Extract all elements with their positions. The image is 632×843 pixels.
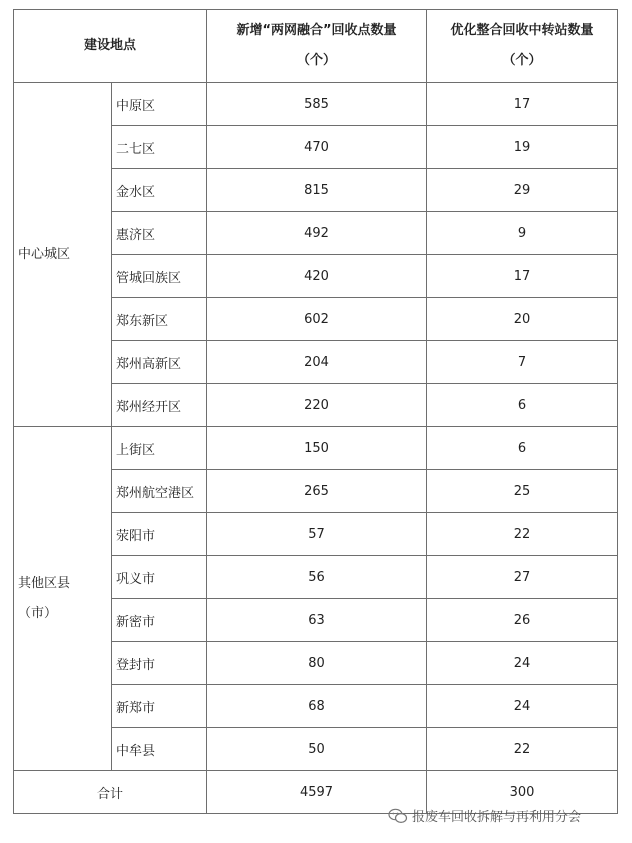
points-cell: 470: [207, 126, 427, 169]
region-cell: [14, 83, 112, 427]
header-stations: [427, 10, 618, 83]
district-cell: 惠济区: [112, 212, 207, 255]
stations-cell: 24: [427, 642, 618, 685]
watermark: [388, 806, 581, 825]
district-cell: 上街区: [112, 427, 207, 470]
region-cell: [14, 427, 112, 771]
stations-cell: 22: [427, 513, 618, 556]
points-cell: 56: [207, 556, 427, 599]
header-stations-line1: 优化整合回收中转站数量: [450, 23, 594, 38]
table-row: [14, 427, 618, 470]
region-name-suffix: （市）: [18, 605, 58, 621]
district-cell: 郑州航空港区: [112, 470, 207, 513]
district-cell: 金水区: [112, 169, 207, 212]
points-cell: 80: [207, 642, 427, 685]
points-cell: 63: [207, 599, 427, 642]
points-cell: 220: [207, 384, 427, 427]
total-points: 4597: [207, 771, 427, 814]
district-cell: 中牟县: [112, 728, 207, 771]
table-row: [14, 83, 618, 126]
stations-cell: 22: [427, 728, 618, 771]
points-cell: 150: [207, 427, 427, 470]
header-location: 建设地点: [14, 10, 207, 83]
district-cell: 管城回族区: [112, 255, 207, 298]
district-cell: 郑东新区: [112, 298, 207, 341]
region-name: 其他区县: [18, 575, 71, 591]
points-cell: 420: [207, 255, 427, 298]
table-body: [14, 83, 618, 771]
points-cell: 602: [207, 298, 427, 341]
district-cell: 郑州经开区: [112, 384, 207, 427]
points-cell: 815: [207, 169, 427, 212]
total-stations: 300: [427, 771, 618, 814]
points-cell: 492: [207, 212, 427, 255]
stations-cell: 27: [427, 556, 618, 599]
district-cell: 登封市: [112, 642, 207, 685]
district-cell: 中原区: [112, 83, 207, 126]
district-cell: 新密市: [112, 599, 207, 642]
points-cell: 265: [207, 470, 427, 513]
district-cell: 荥阳市: [112, 513, 207, 556]
stations-cell: 6: [427, 427, 618, 470]
stations-cell: 17: [427, 255, 618, 298]
total-label: 合计: [14, 771, 207, 814]
header-new-points-unit: （个）: [296, 53, 336, 68]
region-name: 中心城区: [18, 246, 71, 262]
stations-cell: 25: [427, 470, 618, 513]
header-stations-unit: （个）: [502, 53, 542, 68]
stations-cell: 29: [427, 169, 618, 212]
stations-cell: 26: [427, 599, 618, 642]
points-cell: 57: [207, 513, 427, 556]
stations-cell: 17: [427, 83, 618, 126]
header-row: [14, 10, 618, 83]
points-cell: 204: [207, 341, 427, 384]
stations-cell: 19: [427, 126, 618, 169]
district-cell: 新郑市: [112, 685, 207, 728]
wechat-icon: [388, 808, 408, 824]
points-cell: 585: [207, 83, 427, 126]
stations-cell: 9: [427, 212, 618, 255]
district-cell: 巩义市: [112, 556, 207, 599]
district-cell: 二七区: [112, 126, 207, 169]
header-new-points-line1: 新增“两网融合”回收点数量: [236, 23, 397, 38]
recycling-points-table: [13, 9, 618, 814]
stations-cell: 7: [427, 341, 618, 384]
header-new-points: [207, 10, 427, 83]
stations-cell: 24: [427, 685, 618, 728]
stations-cell: 6: [427, 384, 618, 427]
watermark-text: 报废车回收拆解与再利用分会: [412, 810, 582, 825]
district-cell: 郑州高新区: [112, 341, 207, 384]
points-cell: 50: [207, 728, 427, 771]
stations-cell: 20: [427, 298, 618, 341]
points-cell: 68: [207, 685, 427, 728]
